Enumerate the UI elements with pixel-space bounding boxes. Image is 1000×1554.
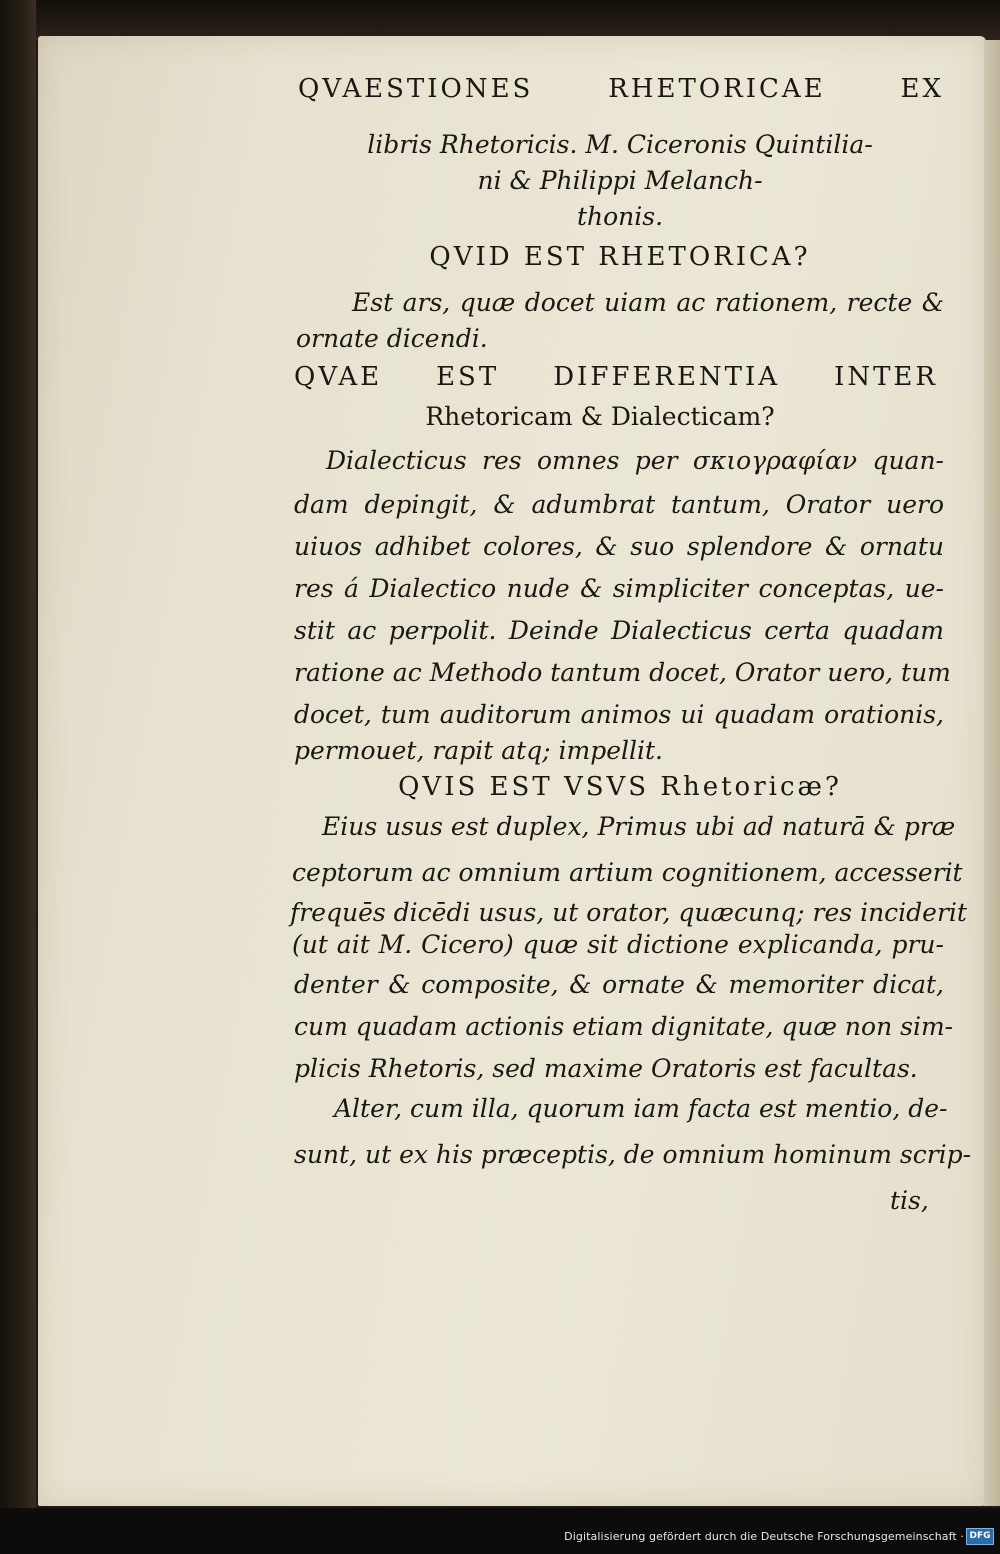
dfg-credit-text: Digitalisierung gefördert durch die Deutsche Forschungsgemeinschaft ·	[564, 1530, 964, 1543]
title-line-1: QVAESTIONES RHETORICAE EX	[298, 74, 944, 104]
title-line-4: thonis.	[576, 202, 664, 231]
answer-2-line-5: stit ac perpolit. Deinde Dialecticus certa quadam	[294, 616, 944, 645]
question-heading-1: QVID EST RHETORICA?	[429, 242, 811, 272]
answer-1-line-1: Est ars, quæ docet uiam ac rationem, recte &	[352, 288, 944, 317]
question-heading-2-line-1: QVAE EST DIFFERENTIA INTER	[294, 362, 938, 392]
answer-3-line-7: plicis Rhetoris, sed maxime Oratoris est facultas.	[294, 1054, 918, 1083]
catchword: tis,	[890, 1186, 929, 1215]
answer-2-line-8: permouet, rapit atq; impellit.	[294, 736, 663, 765]
answer-2-line-6: ratione ac Methodo tantum docet, Orator uero, tum	[294, 658, 951, 687]
answer-1-line-2: ornate dicendi.	[296, 324, 488, 353]
answer-3-line-4: (ut ait M. Cicero) quæ sit dictione explicanda, pru-	[292, 930, 944, 959]
title-line-2: libris Rhetoricis. M. Ciceronis Quintilia-	[367, 130, 873, 159]
answer-2-line-7: docet, tum auditorum animos ui quadam orationis,	[294, 700, 944, 729]
answer-3-line-1: Eius usus est duplex, Primus ubi ad naturā & præ	[322, 812, 956, 841]
title-line-3: ni & Philippi Melanch-	[477, 166, 763, 195]
answer-2-line-2: dam depingit, & adumbrat tantum, Orator uero	[294, 490, 944, 519]
answer-3-line-2: ceptorum ac omnium artium cognitionem, accesserit	[292, 858, 963, 887]
continuation-line-1: Alter, cum illa, quorum iam facta est mentio, de-	[334, 1094, 948, 1123]
answer-3-line-3: frequēs dicēdi usus, ut orator, quæcunq; res inciderit	[290, 898, 967, 927]
answer-3-line-5: denter & composite, & ornate & memoriter dicat,	[294, 970, 944, 999]
dfg-logo: DFG	[966, 1528, 994, 1545]
answer-2-line-1: Dialecticus res omnes per σκιογραφίαν quan-	[326, 446, 944, 475]
answer-3-line-6: cum quadam actionis etiam dignitate, quæ non sim-	[294, 1012, 954, 1041]
question-heading-3: QVIS EST VSVS Rhetoricæ?	[398, 772, 842, 802]
answer-2-line-4: res á Dialectico nude & simpliciter conceptas, ue-	[294, 574, 944, 603]
continuation-line-2: sunt, ut ex his præceptis, de omnium hominum scrip-	[294, 1140, 972, 1169]
question-heading-2-line-2: Rhetoricam & Dialecticam?	[425, 402, 775, 431]
answer-2-line-3: uiuos adhibet colores, & suo splendore & ornatu	[294, 532, 944, 561]
